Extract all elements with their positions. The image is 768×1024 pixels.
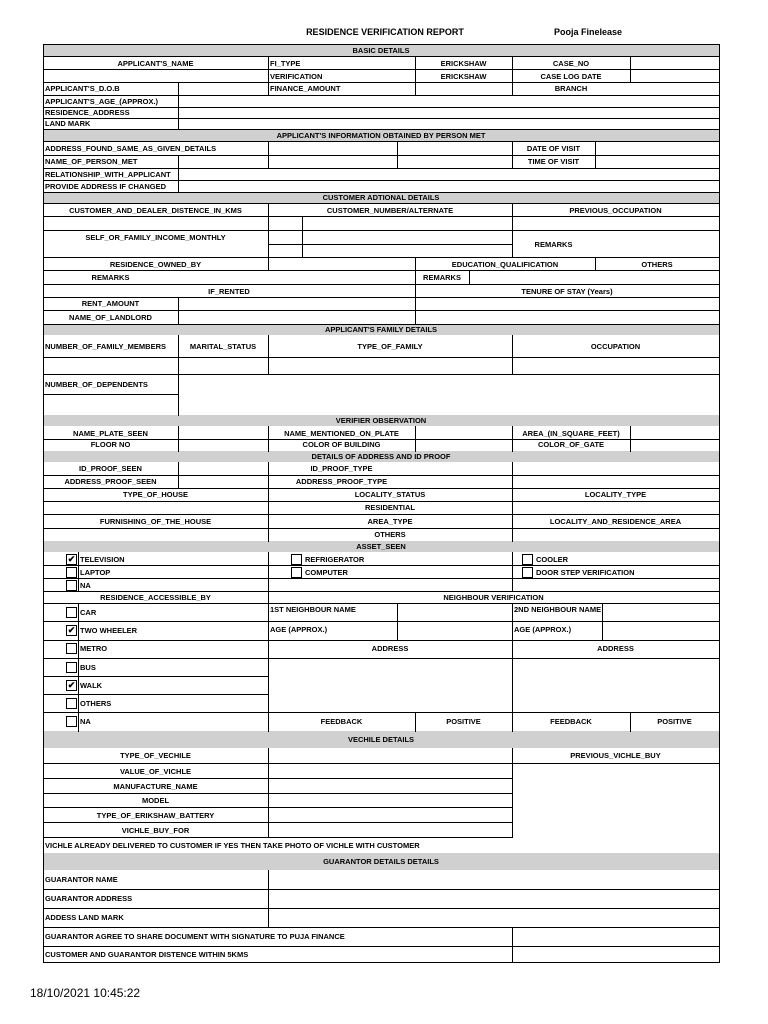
grid-line — [43, 56, 720, 57]
label-applicant-name: APPLICANT'S_NAME — [117, 58, 194, 68]
label-residence-accessible: RESIDENCE_ACCESSIBLE_BY — [100, 592, 211, 602]
grid-line — [43, 822, 513, 823]
label-type-of-house: TYPE_OF_HOUSE — [122, 489, 189, 499]
grid-line — [43, 763, 513, 764]
grid-line — [43, 712, 269, 713]
label-n1-positive: POSITIVE — [446, 716, 481, 726]
access-walk-checkbox-label: WALK — [80, 680, 103, 690]
grid-line — [268, 141, 269, 169]
grid-line — [268, 257, 269, 271]
grid-line — [43, 44, 720, 45]
grid-line — [512, 763, 720, 764]
label-guarantor-name: GUARANTOR NAME — [45, 874, 118, 884]
access-car-checkbox[interactable] — [66, 607, 77, 618]
grid-line — [78, 552, 79, 592]
door-step-verification-checkbox[interactable] — [522, 567, 533, 578]
label-n2-name: 2ND NEIGHBOUR NAME — [514, 604, 602, 614]
label-type-vehicle: TYPE_OF_VECHILE — [120, 750, 191, 760]
section-customer-additional-title: CUSTOMER ADTIONAL DETAILS — [322, 193, 440, 202]
label-others-area: OTHERS — [374, 529, 406, 539]
grid-line — [43, 621, 269, 622]
grid-line — [43, 216, 720, 217]
grid-line — [43, 357, 720, 358]
grid-line — [415, 426, 416, 452]
label-value-vehicle: VALUE_OF_VICHLE — [119, 766, 192, 776]
label-color-building: COLOR OF BUILDING — [302, 439, 381, 449]
grid-line — [78, 603, 79, 732]
grid-line — [43, 192, 720, 193]
label-battery: TYPE_OF_ERIKSHAW_BATTERY — [96, 810, 215, 820]
label-dependents: NUMBER_OF_DEPENDENTS — [45, 379, 148, 389]
label-locality-residence-area: LOCALITY_AND_RESIDENCE_AREA — [549, 516, 682, 526]
label-remarks-mid: REMARKS — [423, 272, 461, 282]
access-metro-checkbox[interactable] — [66, 643, 77, 654]
cooler-checkbox-label: COOLER — [536, 554, 569, 564]
cooler-checkbox[interactable] — [522, 554, 533, 565]
section-applicant-info-title: APPLICANT'S INFORMATION OBTAINED BY PERSON MET — [276, 130, 486, 140]
grid-line — [630, 426, 631, 452]
grid-line — [602, 603, 603, 641]
grid-line — [595, 141, 596, 169]
section-vehicle-details-title: VECHILE DETAILS — [347, 735, 415, 744]
label-n1-name: 1ST NEIGHBOUR NAME — [270, 604, 356, 614]
label-guarantor-agree: GUARANTOR AGREE TO SHARE DOCUMENT WITH SIGNATURE TO PUJA FINANCE — [45, 931, 345, 941]
label-n2-feedback: FEEDBACK — [550, 716, 592, 726]
grid-line — [268, 748, 269, 838]
label-manufacturer: MANUFACTURE_NAME — [113, 781, 198, 791]
label-remarks-right: REMARKS — [534, 239, 573, 249]
label-verification: VERIFICATION — [270, 71, 323, 81]
grid-line — [43, 203, 720, 204]
label-address-found: ADDRESS_FOUND_SAME_AS_GIVEN_DETAILS — [45, 143, 217, 153]
grid-line — [43, 270, 720, 271]
grid-line — [43, 118, 720, 119]
label-name-on-plate: NAME_MENTIONED_ON_PLATE — [284, 428, 399, 438]
access-others-checkbox[interactable] — [66, 698, 77, 709]
laptop-checkbox[interactable] — [66, 567, 77, 578]
label-dob: APPLICANT'S_D.O.B — [45, 83, 120, 93]
label-buy-for: VICHLE_BUY_FOR — [121, 825, 190, 835]
section-basic-details-title: BASIC DETAILS — [352, 45, 410, 55]
grid-line — [43, 908, 720, 909]
grid-line — [43, 565, 720, 566]
label-previous-vehicle: PREVIOUS_VICHLE_BUY — [570, 750, 661, 760]
grid-line — [43, 603, 720, 604]
label-name-person-met: NAME_OF_PERSON_MET — [45, 156, 138, 166]
grid-line — [43, 658, 269, 659]
label-residence-address: RESIDENCE_ADDRESS — [45, 107, 130, 117]
grid-line — [719, 44, 720, 963]
section-verifier-observation-title: VERIFIER OBSERVATION — [335, 416, 427, 425]
access-car-checkbox-label: CAR — [80, 607, 97, 617]
section-guarantor-details-title: GUARANTOR DETAILS DETAILS — [323, 857, 439, 866]
refrigerator-checkbox[interactable] — [291, 554, 302, 565]
label-land-mark: LAND MARK — [45, 118, 91, 128]
label-n1-age: AGE (APPROX.) — [270, 624, 328, 634]
grid-line — [178, 426, 179, 452]
grid-line — [43, 889, 720, 890]
access-walk-checkbox[interactable]: ✔ — [67, 680, 76, 690]
television-checkbox[interactable]: ✔ — [67, 554, 76, 564]
grid-line — [43, 324, 720, 325]
label-relationship: RELATIONSHIP_WITH_APPLICANT — [45, 169, 171, 179]
timestamp: 18/10/2021 10:45:22 — [30, 986, 141, 1000]
grid-line — [43, 374, 720, 375]
label-rent-amount: RENT_AMOUNT — [81, 298, 140, 308]
television-checkbox-label: TELEVISION — [80, 554, 125, 564]
label-education: EDUCATION_QUALIFICATION — [451, 259, 559, 269]
access-na-checkbox[interactable] — [66, 716, 77, 727]
label-color-gate: COLOR_OF_GATE — [537, 439, 605, 449]
section-asset-seen-title: ASSET_SEEN — [356, 542, 406, 551]
report-title: RESIDENCE VERIFICATION REPORT — [306, 27, 464, 37]
grid-line — [43, 640, 269, 641]
grid-line — [512, 230, 720, 231]
label-n2-address: ADDRESS — [597, 643, 634, 653]
label-provide-address: PROVIDE ADDRESS IF CHANGED — [45, 181, 166, 191]
label-guarantor-address: GUARANTOR ADDRESS — [45, 893, 133, 903]
label-previous-occupation: PREVIOUS_OCCUPATION — [569, 205, 662, 215]
grid-line — [43, 257, 720, 258]
grid-line — [43, 694, 269, 695]
label-n1-feedback: FEEDBACK — [320, 716, 363, 726]
label-branch: BRANCH — [554, 83, 588, 93]
computer-checkbox[interactable] — [291, 567, 302, 578]
grid-line — [43, 778, 513, 779]
label-address-proof-seen: ADDRESS_PROOF_SEEN — [64, 476, 157, 486]
label-family-members: NUMBER_OF_FAMILY_MEMBERS — [45, 341, 166, 351]
grid-line — [268, 591, 269, 732]
label-case-no: CASE_NO — [552, 58, 590, 68]
grid-line — [630, 56, 631, 83]
label-type-of-family: TYPE_OF_FAMILY — [357, 341, 423, 351]
door-step-verification-checkbox-label: DOOR STEP VERIFICATION — [536, 567, 635, 577]
grid-line — [268, 712, 720, 713]
grid-line — [268, 552, 269, 592]
access-na-checkbox-label: NA — [80, 716, 91, 726]
grid-line — [178, 297, 179, 325]
grid-line — [512, 927, 513, 963]
label-time-of-visit: TIME OF VISIT — [527, 156, 580, 166]
company-name: Pooja Finelease — [553, 27, 623, 37]
label-marital-status: MARITAL_STATUS — [189, 341, 257, 351]
label-address-landmark: ADDESS LAND MARK — [45, 912, 124, 922]
grid-line — [268, 658, 720, 659]
access-two-wheeler-checkbox-label: TWO WHEELER — [80, 625, 138, 635]
asset-na-checkbox-label: NA — [80, 580, 91, 590]
grid-line — [43, 310, 720, 311]
refrigerator-checkbox-label: REFRIGERATOR — [305, 554, 365, 564]
grid-line — [43, 793, 513, 794]
grid-line — [397, 603, 398, 641]
grid-line — [43, 155, 720, 156]
grid-line — [43, 514, 720, 515]
label-age: APPLICANT'S_AGE_(APPROX.) — [45, 96, 159, 106]
grid-line — [268, 640, 720, 641]
access-others-checkbox-label: OTHERS — [80, 698, 112, 708]
grid-line — [268, 621, 720, 622]
label-furnishing: FURNISHING_OF_THE_HOUSE — [99, 516, 212, 526]
label-id-proof-seen: ID_PROOF_SEEN — [79, 463, 142, 473]
label-area-sqft: AREA_(IN_SQUARE_FEET) — [522, 428, 620, 438]
label-landlord: NAME_OF_LANDLORD — [69, 312, 152, 322]
label-date-of-visit: DATE OF VISIT — [526, 143, 581, 153]
grid-line — [43, 69, 720, 70]
grid-line — [178, 374, 179, 416]
laptop-checkbox-label: LAPTOP — [80, 567, 111, 577]
grid-line — [43, 578, 720, 579]
grid-line — [512, 552, 513, 592]
label-n1-address: ADDRESS — [371, 643, 409, 653]
label-if-rented: IF_RENTED — [208, 286, 250, 296]
asset-na-checkbox[interactable] — [66, 580, 77, 591]
grid-line — [43, 284, 720, 285]
grid-line — [397, 141, 398, 169]
label-residential: RESIDENTIAL — [364, 502, 415, 512]
access-bus-checkbox-label: BUS — [80, 662, 96, 672]
label-guarantor-distance: CUSTOMER AND GUARANTOR DISTENCE WITHIN 5KMS — [45, 949, 249, 959]
grid-line — [43, 927, 720, 928]
label-remarks-left: REMARKS — [91, 272, 130, 282]
grid-line — [268, 870, 269, 928]
grid-line — [43, 837, 513, 838]
label-occupation: OCCUPATION — [590, 341, 641, 351]
label-residence-owned: RESIDENCE_OWNED_BY — [109, 259, 202, 269]
grid-line — [43, 107, 720, 108]
grid-line — [43, 141, 720, 142]
label-case-log-date: CASE LOG DATE — [540, 71, 602, 81]
label-id-proof-type: ID_PROOF_TYPE — [310, 463, 373, 473]
label-customer-number: CUSTOMER_NUMBER/ALTERNATE — [326, 205, 454, 215]
label-erickshaw2: ERICKSHAW — [440, 71, 487, 81]
label-floor-no: FLOOR NO — [90, 439, 131, 449]
grid-line — [268, 244, 513, 245]
label-tenure: TENURE OF STAY (Years) — [521, 286, 613, 296]
access-bus-checkbox[interactable] — [66, 662, 77, 673]
label-delivered: VICHLE ALREADY DELIVERED TO CUSTOMER IF YES THEN TAKE PHOTO OF VICHLE WITH CUSTOMER — [45, 840, 420, 850]
grid-line — [512, 462, 513, 542]
grid-line — [178, 82, 179, 130]
grid-line — [43, 962, 720, 963]
grid-line — [43, 807, 513, 808]
access-metro-checkbox-label: METRO — [80, 643, 108, 653]
section-family-details-title: APPLICANT'S FAMILY DETAILS — [324, 325, 438, 334]
label-neighbour-verification: NEIGHBOUR VERIFICATION — [443, 592, 544, 602]
computer-checkbox-label: COMPUTER — [305, 567, 348, 577]
label-n2-positive: POSITIVE — [657, 716, 692, 726]
label-locality-status: LOCALITY_STATUS — [354, 489, 426, 499]
grid-line — [43, 129, 720, 130]
grid-line — [302, 216, 303, 258]
grid-line — [43, 946, 720, 947]
grid-line — [268, 56, 269, 96]
label-n2-age: AGE (APPROX.) — [514, 624, 572, 634]
label-locality-type: LOCALITY_TYPE — [584, 489, 647, 499]
label-others: OTHERS — [641, 259, 673, 269]
grid-line — [43, 676, 269, 677]
label-finance-amount: FINANCE_AMOUNT — [270, 83, 341, 93]
grid-line — [178, 155, 179, 193]
grid-line — [469, 270, 470, 285]
label-fi-type: FI_TYPE — [270, 58, 301, 68]
label-model: MODEL — [141, 795, 170, 805]
label-address-proof-type: ADDRESS_PROOF_TYPE — [295, 476, 388, 486]
label-area-type: AREA_TYPE — [367, 516, 413, 526]
label-name-plate: NAME_PLATE_SEEN — [73, 428, 148, 438]
section-address-id-proof-title: DETAILS OF ADDRESS AND ID PROOF — [311, 452, 451, 461]
label-dealer-distance: CUSTOMER_AND_DEALER_DISTENCE_IN_KMS — [69, 205, 242, 215]
grid-line — [512, 748, 513, 838]
label-income: SELF_OR_FAMILY_INCOME_MONTHLY — [85, 232, 226, 242]
grid-line — [43, 394, 179, 395]
grid-line — [178, 462, 179, 489]
label-erickshaw: ERICKSHAW — [440, 58, 487, 68]
access-two-wheeler-checkbox[interactable]: ✔ — [67, 625, 76, 635]
